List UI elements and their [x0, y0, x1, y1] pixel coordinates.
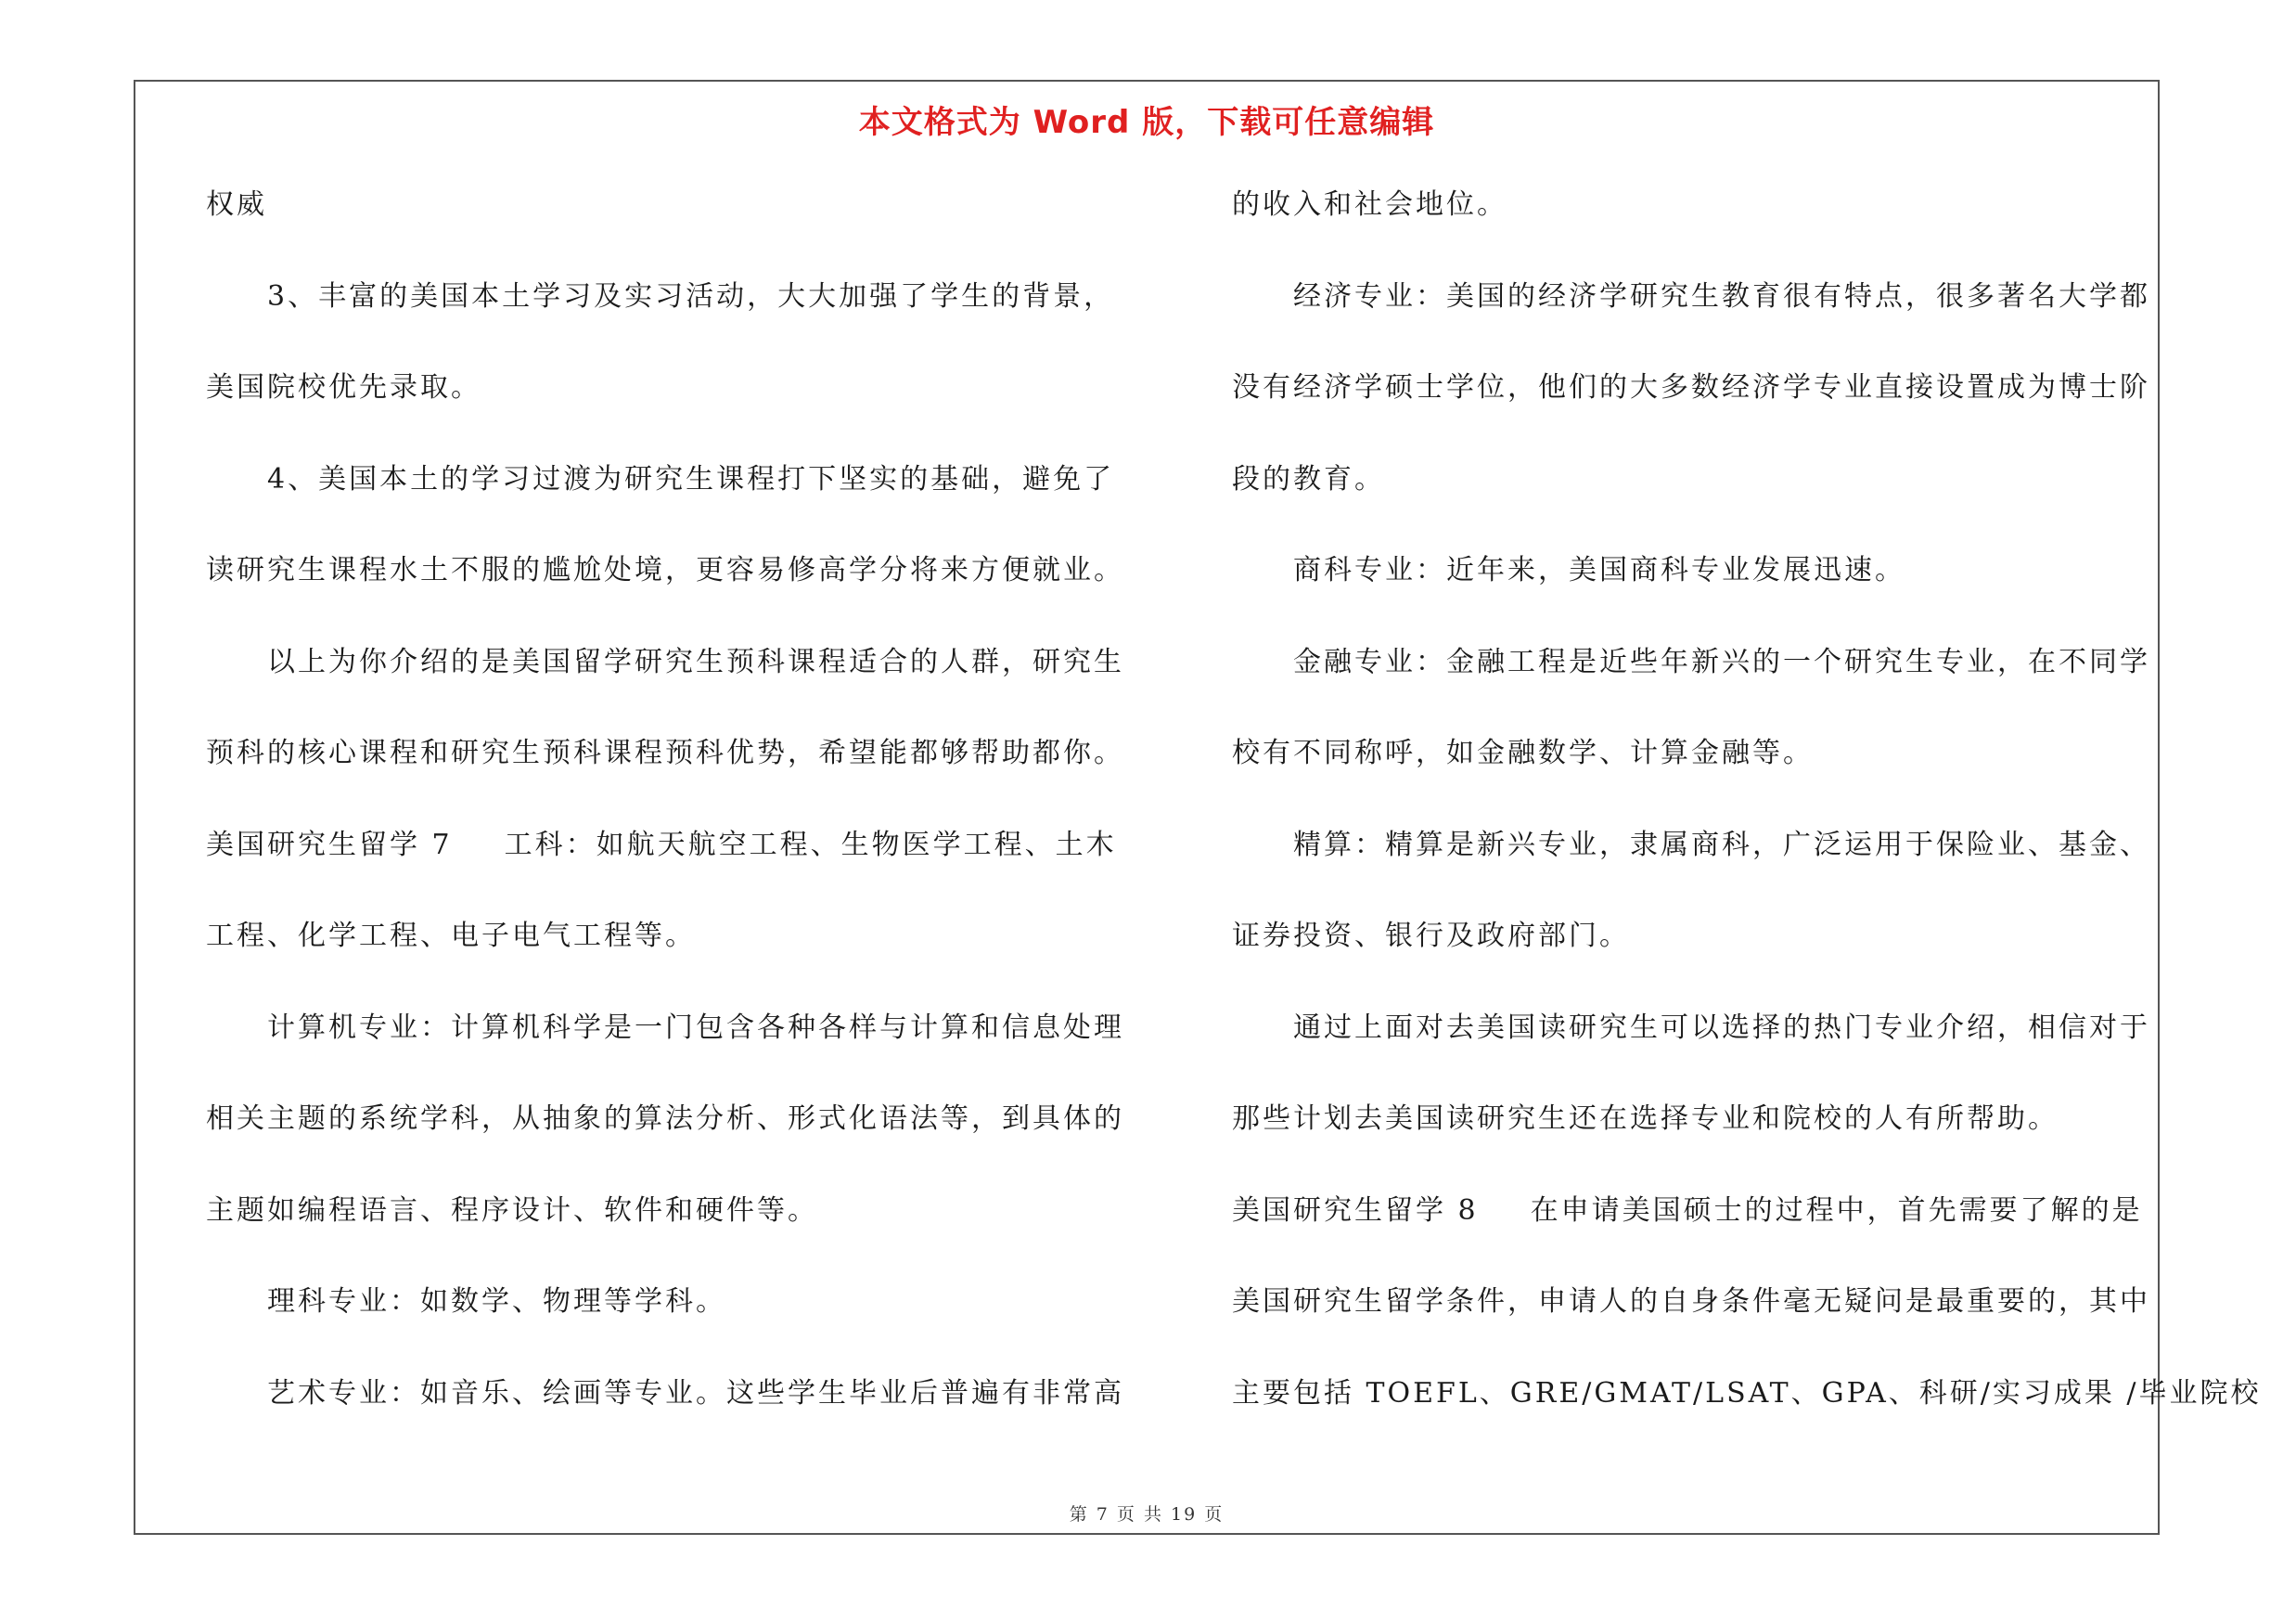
text-line: 的收入和社会地位。: [1232, 188, 1507, 221]
header-banner: 本文格式为 Word 版，下载可任意编辑: [858, 104, 1435, 141]
text-line: 艺术专业：如音乐、绘画等专业。这些学生毕业后普遍有非常高: [267, 1376, 1124, 1410]
left-line-2: [206, 251, 1134, 343]
text-line: 主要包括 TOEFL、GRE/GMAT/LSAT、GPA、科研/实习成果 /毕业院校: [1232, 1376, 2262, 1410]
text-line: 相关主题的系统学科，从抽象的算法分析、形式化语法等，到具体的: [206, 1102, 1124, 1135]
left-text-column: [206, 160, 1134, 1439]
right-line-4: [1232, 434, 2169, 526]
left-line-10: [206, 983, 1134, 1075]
text-line: 权威: [206, 188, 267, 221]
text-line: 4、美国本土的学习过渡为研究生课程打下坚实的基础，避免了: [267, 462, 1115, 496]
text-line: 3、丰富的美国本土学习及实习活动，大大加强了学生的背景，: [267, 279, 1115, 313]
left-line-4: [206, 434, 1134, 526]
right-line-7: [1232, 708, 2169, 800]
text-line: 工科：如航天航空工程、生物医学工程、土木: [504, 828, 1117, 861]
left-line-13: [206, 1256, 1134, 1348]
text-line: 证券投资、银行及政府部门。: [1232, 920, 1630, 952]
left-line-6: [206, 617, 1134, 709]
text-line: 没有经济学硕士学位，他们的大多数经济学专业直接设置成为博士阶: [1232, 371, 2150, 404]
right-line-3: [1232, 342, 2169, 434]
text-line: 工程、化学工程、电子电气工程等。: [206, 920, 696, 952]
text-line: 段的教育。: [1232, 462, 1385, 496]
right-line-1: [1232, 160, 2169, 251]
left-line-14: [206, 1348, 1134, 1440]
text-line: 读研究生课程水土不服的尴尬处境，更容易修高学分将来方便就业。: [206, 554, 1124, 586]
left-line-5: [206, 525, 1134, 617]
left-line-11: [206, 1074, 1134, 1166]
left-line-7: [206, 708, 1134, 800]
page-number-footer: 第 7 页 共 19 页: [1069, 1504, 1225, 1525]
right-line-10: [1232, 983, 2169, 1075]
section-heading: 美国研究生留学 7: [206, 828, 453, 861]
text-line: 主题如编程语言、程序设计、软件和硬件等。: [206, 1193, 818, 1227]
right-line-12: [1232, 1166, 2169, 1257]
right-line-11: [1232, 1074, 2169, 1166]
text-line: 精算：精算是新兴专业，隶属商科，广泛运用于保险业、基金、: [1293, 828, 2150, 861]
text-line: 计算机专业：计算机科学是一门包含各种各样与计算和信息处理: [267, 1011, 1124, 1044]
right-line-8: [1232, 800, 2169, 892]
left-line-8: [206, 800, 1134, 892]
text-line: 那些计划去美国读研究生还在选择专业和院校的人有所帮助。: [1232, 1102, 2059, 1135]
right-text-column: [1232, 160, 2262, 1439]
text-line: 通过上面对去美国读研究生可以选择的热门专业介绍，相信对于: [1293, 1011, 2150, 1044]
text-line: 以上为你介绍的是美国留学研究生预科课程适合的人群，研究生: [267, 645, 1124, 678]
section-heading: 美国研究生留学 8: [1232, 1193, 1479, 1227]
left-line-1: [206, 160, 1134, 251]
right-line-9: [1232, 891, 2169, 983]
right-line-13: [1232, 1256, 2169, 1348]
right-line-6: [1232, 617, 2169, 709]
text-line: 预科的核心课程和研究生预科课程预科优势，希望能都够帮助都你。: [206, 737, 1124, 769]
text-line: 美国研究生留学条件，申请人的自身条件毫无疑问是最重要的，其中: [1232, 1285, 2150, 1318]
right-line-2: [1232, 251, 2169, 343]
text-line: 商科专业：近年来，美国商科专业发展迅速。: [1293, 554, 1905, 586]
left-line-3: [206, 342, 1134, 434]
right-line-5: [1232, 525, 2169, 617]
left-line-12: [206, 1166, 1134, 1257]
left-line-9: [206, 891, 1134, 983]
text-line: 理科专业：如数学、物理等学科。: [267, 1285, 726, 1318]
text-line: 金融专业：金融工程是近些年新兴的一个研究生专业，在不同学: [1293, 645, 2150, 678]
text-line: 在申请美国硕士的过程中，首先需要了解的是: [1530, 1193, 2143, 1227]
text-line: 经济专业：美国的经济学研究生教育很有特点，很多著名大学都: [1293, 279, 2150, 313]
text-line: 美国院校优先录取。: [206, 371, 481, 404]
right-line-14: [1232, 1348, 2262, 1440]
document-page: [134, 80, 2262, 1535]
text-line: 校有不同称呼，如金融数学、计算金融等。: [1232, 737, 1814, 769]
